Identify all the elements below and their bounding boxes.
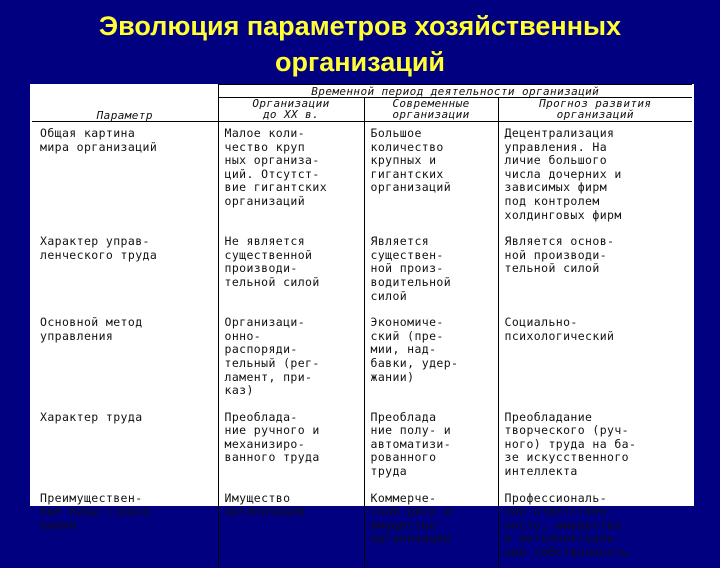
cell-forecast: Децентрализация управления. На личие большого числа дочерних и зависимых фирм под контролем холдинговых фирм [504,126,622,222]
cell-modern: Большое количество крупных и гигантских организаций [364,122,498,231]
table-row [32,487,692,568]
column-header-before-20th: Организации до XX в. [218,98,364,122]
cell-before-20th: Не является существенной производи- тельной силой [218,230,364,311]
cell-before-20th: Организаци- онно- распоряди- тельный (рег- ламент, при- каз) [218,311,364,406]
column-header-modern: Современные организации [364,98,498,122]
table-sheet [30,84,694,560]
cell-modern: Экономиче- ский (пре- мии, над- бавки, удер- жании) [364,311,498,406]
cell-parameter: Общая картина мира организаций [32,122,218,231]
cell-before-20th: Имущество организации [218,487,364,568]
cell-modern: Коммерче- ский риск и имущество организации [364,487,498,568]
parameters-table [32,84,692,568]
column-header-parameter: Параметр [32,85,218,122]
cell-forecast: Преобладание творческого (руч- ного) труда на ба- зе искусственного интеллекта [504,409,637,479]
cell-modern: Преоблада ние полу- и автоматизи- рованного труда [364,406,498,487]
title-line-2: организаций [274,47,446,77]
cell-parameter: Преимуществен- ные виды страхо- вания [32,487,218,568]
table-row [32,406,692,487]
cell-before-20th: Преоблада- ние ручного и механизиро- ванного труда [218,406,364,487]
column-header-forecast: Прогноз развития организаций [498,98,692,122]
slide-title [0,8,720,80]
cell-forecast: Является основ- ной производи- тельной силой [504,234,615,276]
cell-modern: Является существен- ной произ- водительной силой [364,230,498,311]
cell-forecast: Профессиональ- ная ответствен- ность, имущество и интеллектуаль- ная собственность [504,490,630,560]
cell-parameter: Характер труда [32,406,218,487]
cell-parameter: Основной метод управления [32,311,218,406]
cell-parameter: Характер управ- ленческого труда [32,230,218,311]
period-header: Временной период деятельности организаций [218,85,692,98]
cell-before-20th: Малое коли- чество круп ных организа- ций. Отсутст- вие гигантских организаций [218,122,364,231]
title-line-1: Эволюция параметров хозяйственных [98,11,622,41]
table-row [32,230,692,311]
table-row [32,311,692,406]
table-row [32,122,692,231]
cell-forecast: Социально- психологический [504,315,615,343]
